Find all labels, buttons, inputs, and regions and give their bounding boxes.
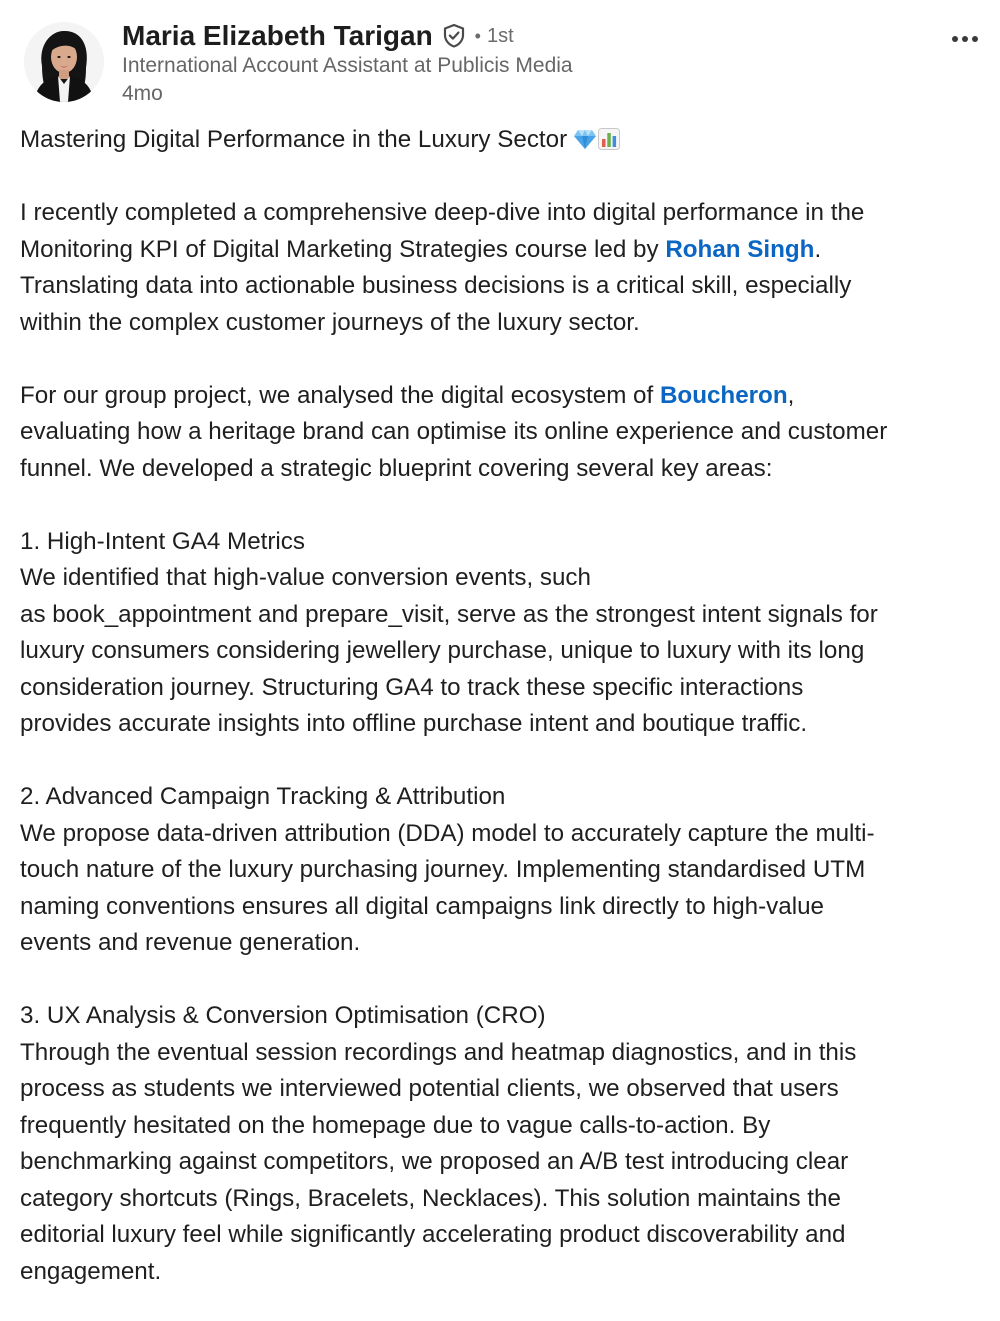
verified-shield-icon[interactable] [441, 23, 467, 49]
post-header [0, 0, 1000, 120]
section-3-line-3: frequently hesitated on the homepage due to vague calls-to-action. By [20, 1111, 771, 1139]
section-2-heading: 2. Advanced Campaign Tracking & Attribution [20, 783, 506, 810]
ellipsis-icon [951, 35, 979, 43]
section-3-line-4: benchmarking against competitors, we proposed an A/B test introducing clear [20, 1148, 849, 1175]
avatar-image [24, 22, 104, 102]
connection-degree: 1st [486, 24, 514, 47]
section-3-line-5: category shortcuts (Rings, Bracelets, Necklaces). This solution maintains the [20, 1184, 841, 1212]
section-3-heading: 3. UX Analysis & Conversion Optimisation (CRO) [20, 1002, 546, 1029]
text-fragment: . [814, 235, 822, 263]
section-1-line-4: consideration journey. Structuring GA4 to track these specific interactions [20, 673, 804, 701]
post-title-line [20, 122, 985, 159]
section-3-line-1: Through the eventual session recordings and heatmap diagnostics, and in this [20, 1038, 857, 1066]
section-2-line-4: events and revenue generation. [20, 929, 361, 956]
mention-link-rohan-singh[interactable]: Rohan Singh [665, 235, 815, 263]
paragraph-1-line-4: within the complex customer journeys of the luxury sector. [20, 308, 640, 336]
author-name[interactable]: Maria Elizabeth Tarigan [122, 20, 433, 51]
section-1-heading: 1. High-Intent GA4 Metrics [20, 527, 305, 555]
text-fragment: , [787, 381, 795, 409]
text-fragment: Monitoring KPI of Digital Marketing Strategies course led by [20, 235, 666, 263]
paragraph-2-line-2: evaluating how a heritage brand can optimise its online experience and customer [20, 418, 888, 445]
title-emojis [573, 125, 621, 162]
section-3-line-6: editorial luxury feel while significantly accelerating product discoverability and [20, 1221, 846, 1248]
author-name-row [122, 18, 514, 54]
section-2-line-1: We propose data-driven attribution (DDA) model to accurately capture the multi- [20, 819, 875, 847]
section-2-line-2: touch nature of the luxury purchasing journey. Implementing standardised UTM [20, 856, 866, 883]
author-headline: International Account Assistant at Publicis Media [122, 54, 573, 77]
section-1-line-1: We identified that high-value conversion events, such [20, 564, 591, 591]
post-title: Mastering Digital Performance in the Luxury Sector [20, 126, 568, 153]
paragraph-1-line-2 [20, 232, 985, 269]
text-fragment: For our group project, we analysed the digital ecosystem of [20, 381, 660, 409]
section-3-line-2: process as students we interviewed potential clients, we observed that users [20, 1075, 839, 1102]
author-avatar[interactable] [24, 22, 104, 102]
mention-link-boucheron[interactable]: Boucheron [659, 381, 788, 409]
section-3-line-7: engagement. [20, 1257, 162, 1285]
more-options-button[interactable] [944, 24, 986, 54]
section-1-line-3: luxury consumers considering jewellery purchase, unique to luxury with its long [20, 637, 865, 664]
paragraph-2-line-1 [20, 378, 985, 415]
section-1-line-2: as book_appointment and prepare_visit, serve as the strongest intent signals for [20, 600, 878, 628]
section-2-line-3: naming conventions ensures all digital campaigns link directly to high-value [20, 892, 824, 920]
paragraph-2-line-3: funnel. We developed a strategic blueprint covering several key areas: [20, 454, 773, 482]
bar-chart-emoji [598, 128, 620, 150]
section-1-line-5: provides accurate insights into offline purchase intent and boutique traffic. [20, 710, 808, 737]
gem-stone-emoji [573, 128, 597, 150]
post-body [20, 122, 985, 1290]
paragraph-1-line-1: I recently completed a comprehensive deep-dive into digital performance in the [20, 199, 865, 226]
separator-dot: • [474, 25, 481, 46]
paragraph-1-line-3: Translating data into actionable business decisions is a critical skill, especially [20, 272, 852, 299]
post-timestamp[interactable]: 4mo [122, 82, 163, 105]
